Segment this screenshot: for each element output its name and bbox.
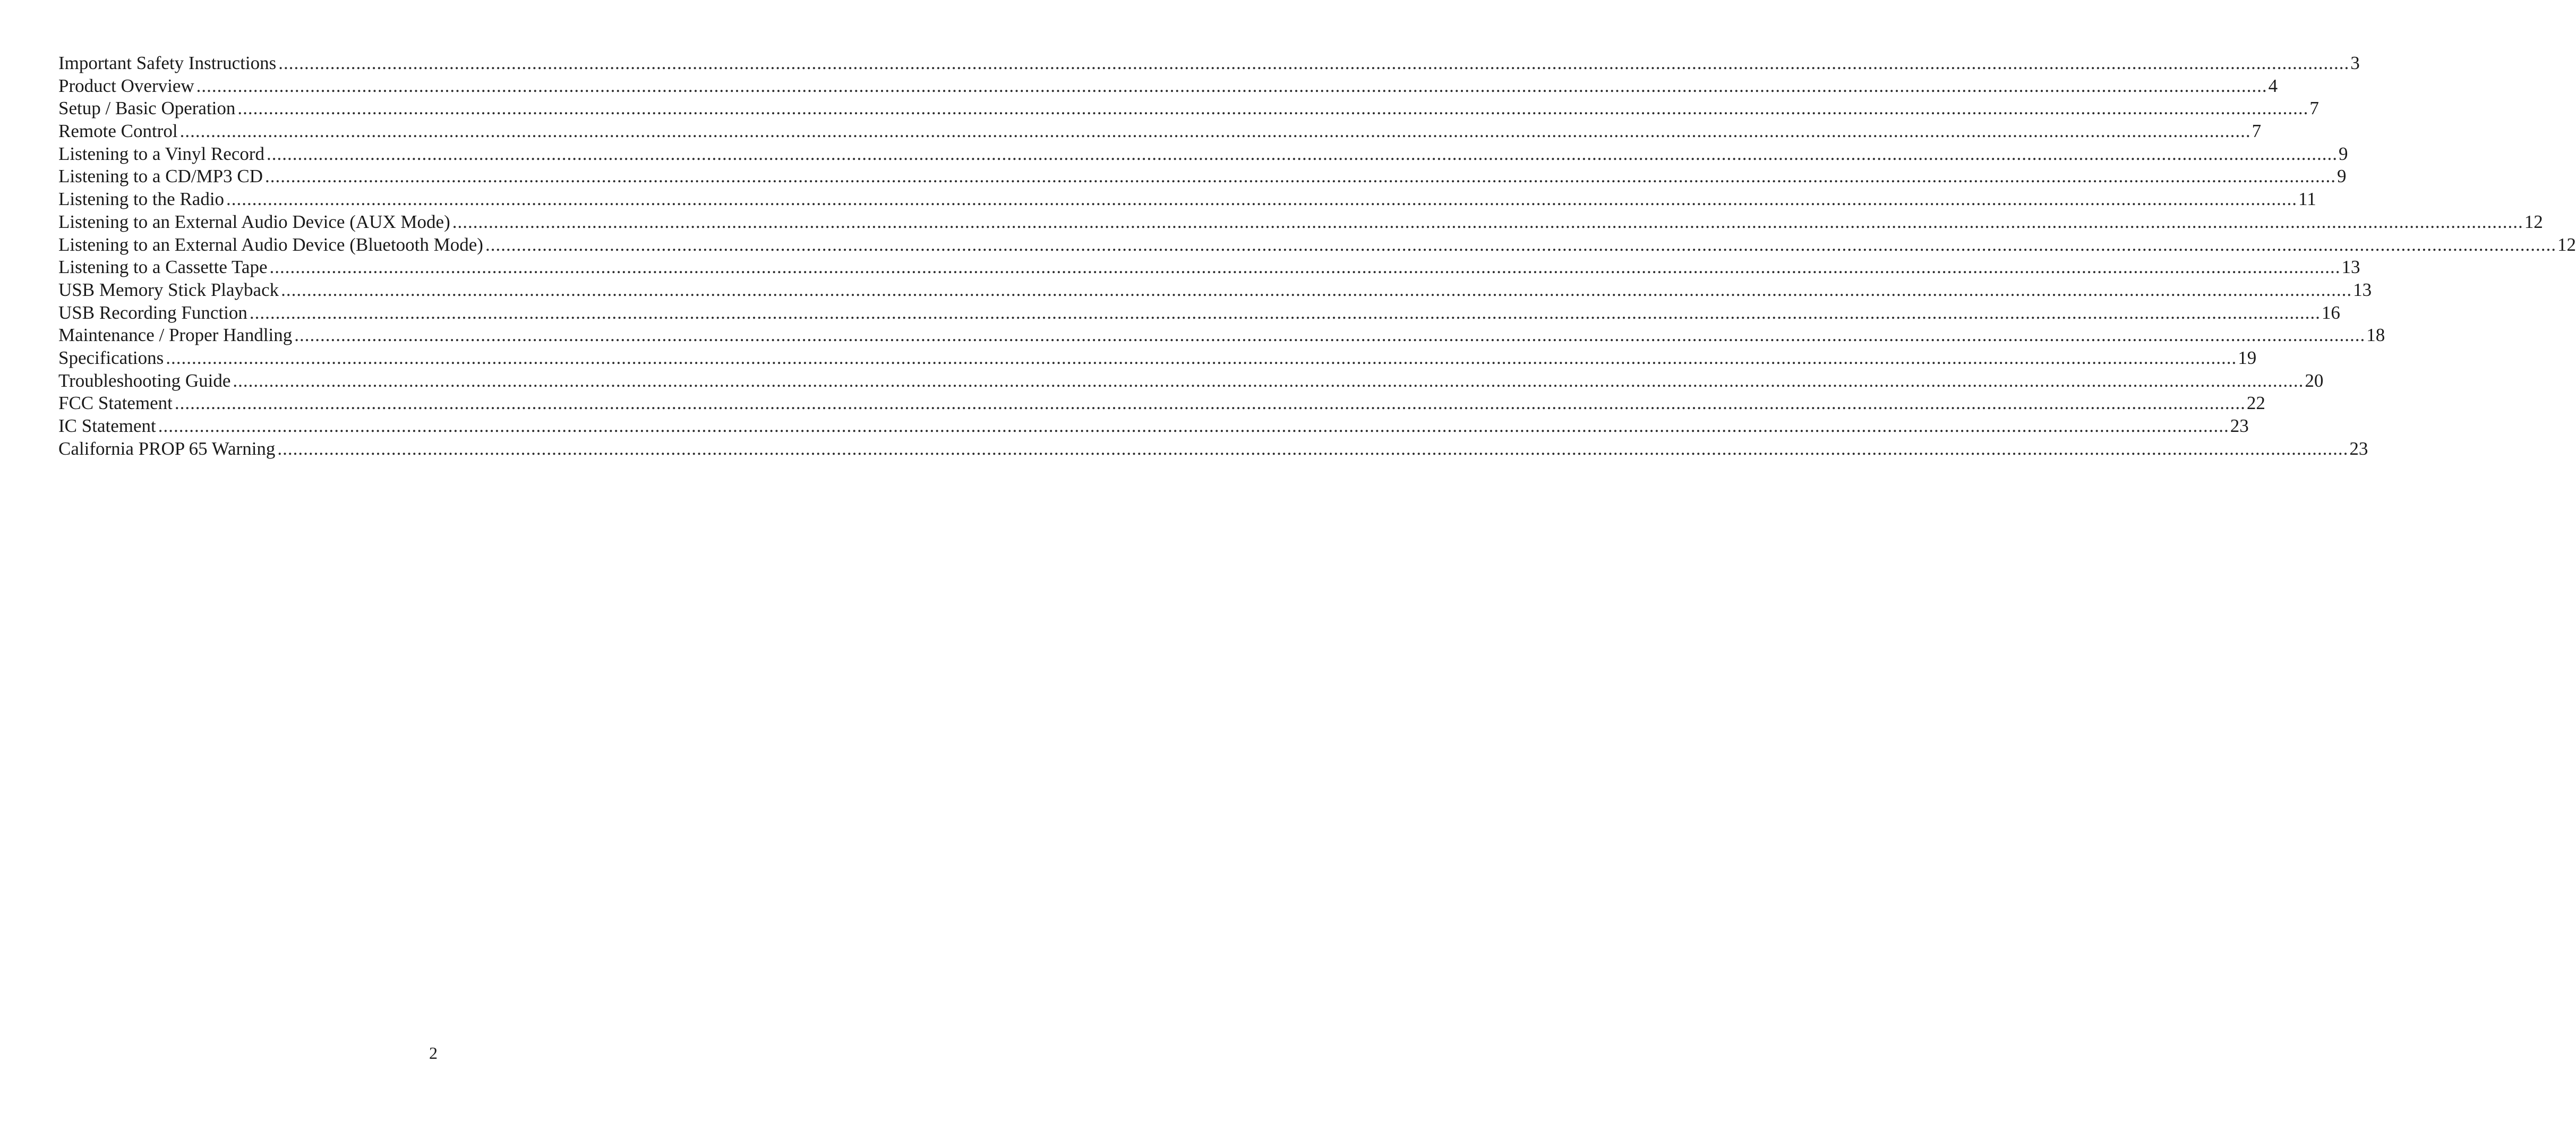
toc-entry-title: Troubleshooting Guide: [58, 370, 231, 391]
table-of-contents: [58, 52, 2576, 460]
toc-entry-title: USB Memory Stick Playback: [58, 279, 279, 300]
toc-entry[interactable]: [58, 75, 2278, 98]
toc-entry-title: Listening to an External Audio Device (Bluetooth Mode): [58, 234, 483, 255]
toc-entry[interactable]: [58, 120, 2262, 143]
dot-leader: ................................................................................................................................................................................................................................................................................................................................................................................................................: [265, 166, 2337, 187]
toc-entry-title: Product Overview: [58, 75, 194, 96]
toc-entry-page: 16: [2321, 302, 2340, 323]
dot-leader: ................................................................................................................................................................................................................................................................................................................................................................................................................: [196, 75, 2267, 96]
dot-leader: ................................................................................................................................................................................................................................................................................................................................................................................................................: [166, 347, 2237, 368]
toc-entry[interactable]: [58, 256, 2360, 279]
toc-entry[interactable]: [58, 324, 2385, 347]
dot-leader: ................................................................................................................................................................................................................................................................................................................................................................................................................: [281, 279, 2352, 300]
toc-entry[interactable]: [58, 143, 2348, 166]
toc-entry-page: 3: [2350, 53, 2360, 73]
dot-leader: ................................................................................................................................................................................................................................................................................................................................................................................................................: [249, 302, 2321, 323]
toc-entry-title: California PROP 65 Warning: [58, 438, 276, 459]
toc-entry-title: FCC Statement: [58, 393, 173, 414]
toc-entry-title: Specifications: [58, 347, 164, 368]
toc-entry[interactable]: [58, 165, 2347, 188]
toc-entry-title: Listening to a CD/MP3 CD: [58, 166, 263, 187]
toc-entry[interactable]: [58, 302, 2340, 325]
page-number: 2: [429, 1043, 438, 1062]
toc-entry-page: 23: [2230, 415, 2249, 436]
dot-leader: ................................................................................................................................................................................................................................................................................................................................................................................................................: [278, 53, 2350, 73]
toc-entry-page: 9: [2337, 166, 2347, 187]
toc-entry[interactable]: [58, 188, 2316, 211]
dot-leader: ................................................................................................................................................................................................................................................................................................................................................................................................................: [267, 143, 2338, 164]
toc-entry-page: 7: [2309, 98, 2319, 119]
toc-entry-title: Listening to the Radio: [58, 189, 225, 210]
toc-entry-page: 12: [2524, 211, 2543, 232]
dot-leader: ................................................................................................................................................................................................................................................................................................................................................................................................................: [233, 370, 2304, 391]
toc-entry[interactable]: [58, 211, 2543, 234]
dot-leader: ................................................................................................................................................................................................................................................................................................................................................................................................................: [269, 257, 2341, 278]
toc-entry-page: 13: [2353, 279, 2372, 300]
toc-entry-title: Listening to a Vinyl Record: [58, 143, 265, 164]
toc-entry[interactable]: [58, 370, 2324, 393]
dot-leader: ................................................................................................................................................................................................................................................................................................................................................................................................................: [277, 438, 2349, 459]
toc-entry-title: Listening to a Cassette Tape: [58, 257, 268, 278]
toc-entry-page: 18: [2366, 325, 2385, 346]
dot-leader: ................................................................................................................................................................................................................................................................................................................................................................................................................: [294, 325, 2366, 346]
toc-entry-page: 23: [2349, 438, 2368, 459]
toc-entry[interactable]: [58, 438, 2368, 461]
dot-leader: ................................................................................................................................................................................................................................................................................................................................................................................................................: [226, 189, 2298, 210]
dot-leader: ................................................................................................................................................................................................................................................................................................................................................................................................................: [237, 98, 2309, 119]
toc-entry[interactable]: [58, 97, 2319, 120]
dot-leader: ................................................................................................................................................................................................................................................................................................................................................................................................................: [174, 393, 2246, 414]
toc-entry-page: 12: [2557, 234, 2576, 255]
toc-entry-page: 13: [2341, 257, 2360, 278]
toc-entry-title: Remote Control: [58, 121, 178, 142]
toc-entry[interactable]: [58, 52, 2360, 75]
toc-entry[interactable]: [58, 392, 2265, 415]
toc-entry[interactable]: [58, 415, 2249, 438]
toc-entry-title: Listening to an External Audio Device (AUX Mode): [58, 211, 450, 232]
dot-leader: ................................................................................................................................................................................................................................................................................................................................................................................................................: [452, 211, 2523, 232]
toc-entry-title: Setup / Basic Operation: [58, 98, 236, 119]
toc-entry-title: USB Recording Function: [58, 302, 247, 323]
toc-entry-page: 4: [2268, 75, 2278, 96]
toc-entry[interactable]: [58, 234, 2576, 257]
dot-leader: ................................................................................................................................................................................................................................................................................................................................................................................................................: [179, 121, 2251, 142]
toc-entry-page: 9: [2339, 143, 2348, 164]
toc-entry-title: Maintenance / Proper Handling: [58, 325, 293, 346]
toc-entry[interactable]: [58, 347, 2257, 370]
toc-entry-page: 11: [2298, 189, 2316, 210]
toc-entry[interactable]: [58, 279, 2372, 302]
toc-entry-page: 20: [2305, 370, 2324, 391]
dot-leader: ................................................................................................................................................................................................................................................................................................................................................................................................................: [158, 415, 2229, 436]
toc-entry-page: 7: [2252, 121, 2262, 142]
toc-entry-title: Important Safety Instructions: [58, 53, 277, 73]
toc-entry-page: 19: [2238, 347, 2257, 368]
dot-leader: ................................................................................................................................................................................................................................................................................................................................................................................................................: [485, 234, 2556, 255]
toc-entry-title: IC Statement: [58, 415, 156, 436]
toc-entry-page: 22: [2246, 393, 2265, 414]
